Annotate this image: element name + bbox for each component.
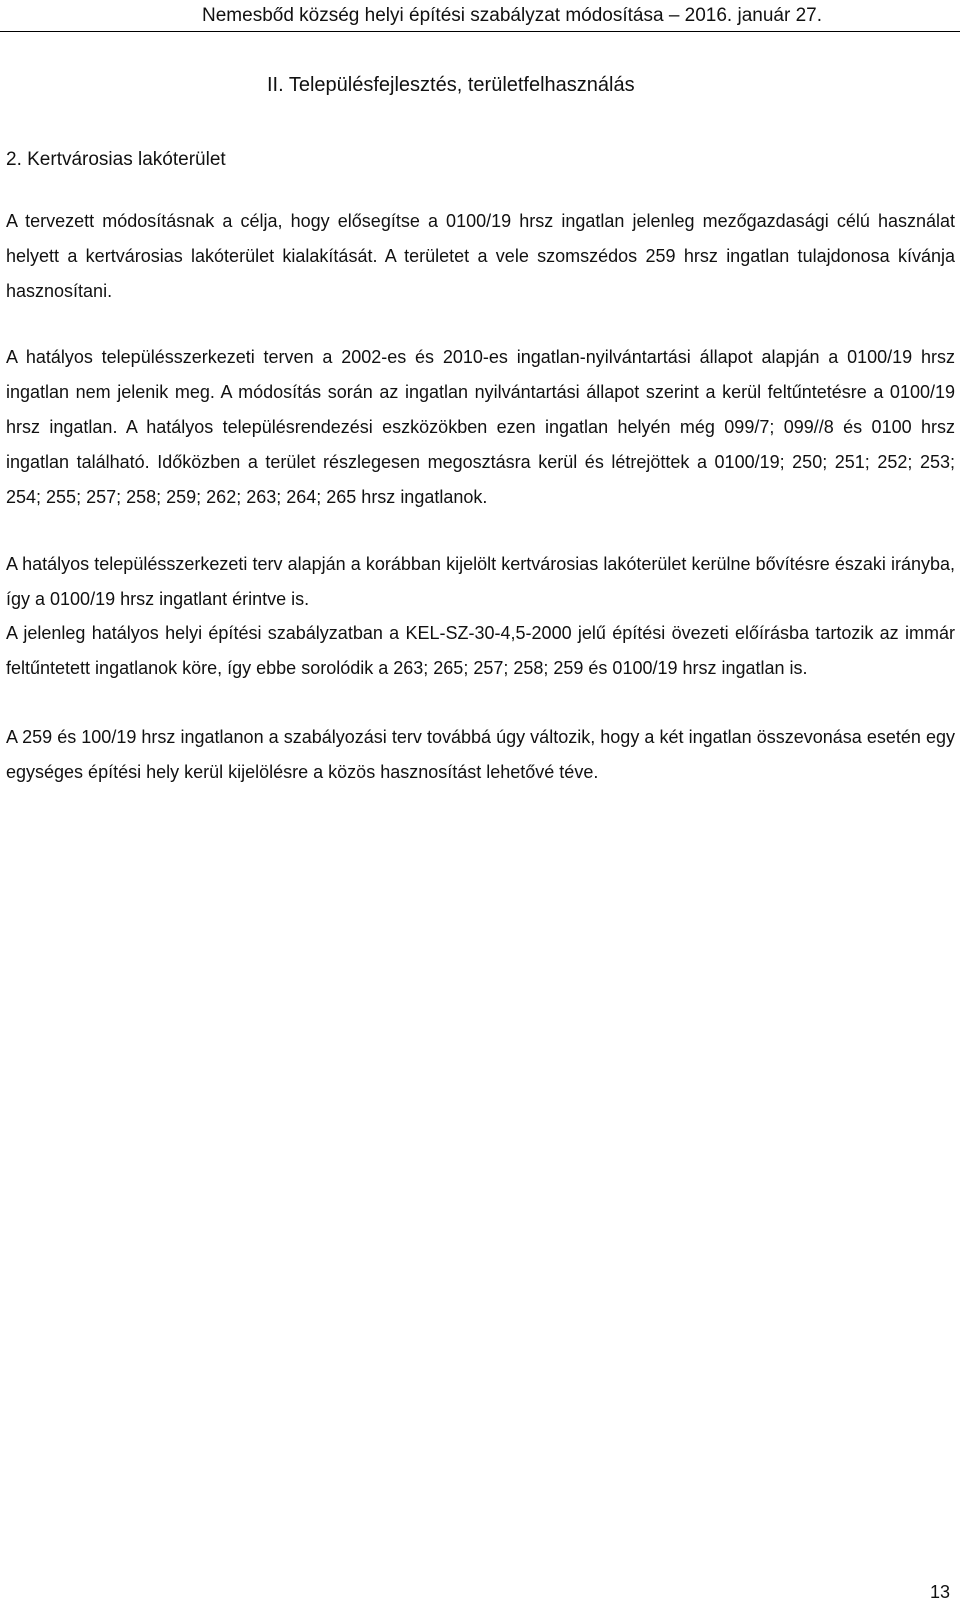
- page-number: 13: [929, 1582, 950, 1602]
- header-title: Nemesbőd község helyi építési szabályzat módosítása – 2016. január 27.: [202, 5, 822, 26]
- subsection-title: 2. Kertvárosias lakóterület: [6, 149, 226, 170]
- paragraph-merge: A 259 és 100/19 hrsz ingatlanon a szabályozási terv továbbá úgy változik, hogy a két ingatlan összevonása esetén egy egységes építési hely kerül kijelölésre a közös hasznosítást lehetővé téve.: [6, 727, 955, 782]
- section-title: II. Településfejlesztés, területfelhasználás: [267, 74, 635, 96]
- paragraph-zoning: A jelenleg hatályos helyi építési szabályzatban a KEL-SZ-30-4,5-2000 jelű építési övezeti előírásba tartozik az immár feltűntetett ingatlanok köre, így ebbe sorolódik a 263; 265; 257; 258; 259 és 0100/19 hrsz ingatlan is.: [6, 623, 955, 678]
- paragraph-current-plan: A hatályos településszerkezeti terven a 2002-es és 2010-es ingatlan-nyilvántartási állapot alapján a 0100/19 hrsz ingatlan nem jelenik meg. A módosítás során az ingatlan nyilvántartási állapot szerint a kerül feltűntetésre a 0100/19 hrsz ingatlan. A hatályos településrendezési eszközökben ezen ingatlan helyén még 099/7; 099//8 és 0100 hrsz ingatlan található. Időközben a terület részlegesen megosztásra kerül és létrejöttek a 0100/19; 250; 251; 252; 253; 254; 255; 257; 258; 259; 262; 263; 264; 265 hrsz ingatlanok.: [6, 347, 955, 507]
- paragraph-purpose: A tervezett módosításnak a célja, hogy elősegítse a 0100/19 hrsz ingatlan jelenleg mezőgazdasági célú használat helyett a kertvárosias lakóterület kialakítását. A területet a vele szomszédos 259 hrsz ingatlan tulajdonosa kívánja hasznosítani.: [6, 211, 955, 301]
- header-divider: [0, 31, 960, 32]
- document-header: [0, 4, 960, 28]
- paragraph-expansion: A hatályos településszerkezeti terv alapján a korábban kijelölt kertvárosias lakóterület kerülne bővítésre északi irányba, így a 0100/19 hrsz ingatlant érintve is.: [6, 554, 955, 609]
